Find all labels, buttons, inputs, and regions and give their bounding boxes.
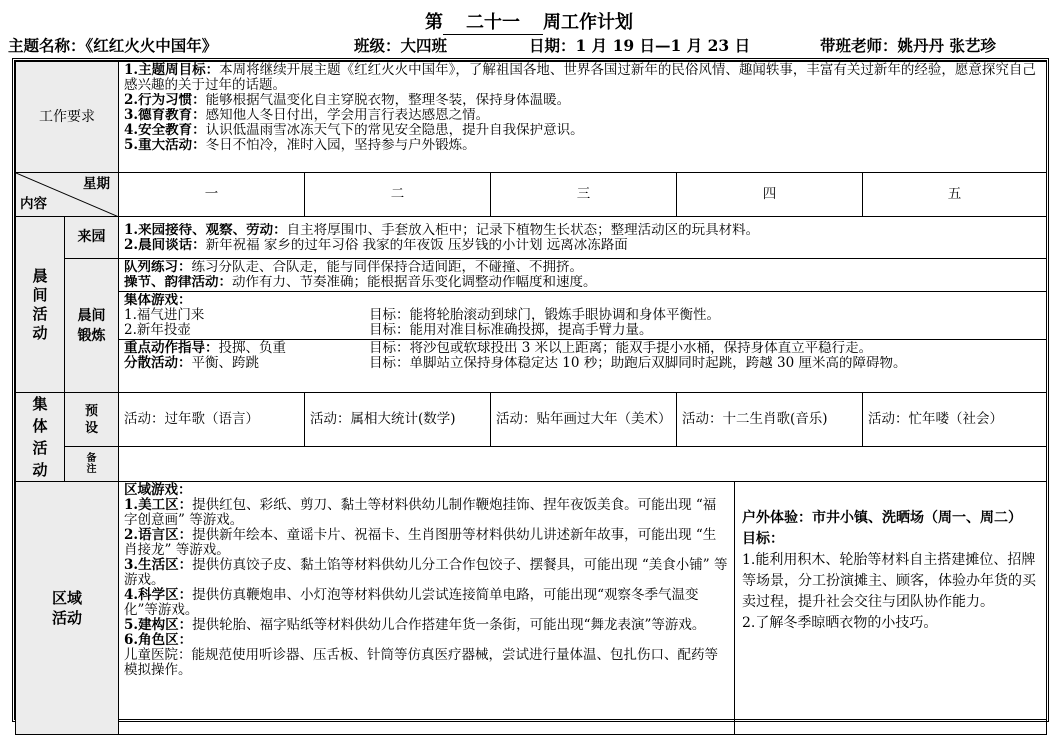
theme-name: 主题名称：《红红火火中国年》 bbox=[8, 36, 218, 55]
plan-label: 预设 bbox=[65, 393, 119, 447]
header-meta bbox=[8, 34, 1054, 56]
exercise-content: 队列练习：练习分队走、合队走，能与同伴保持合适间距，不碰撞、不拥挤。 操节、韵律活动：动作有力、节奏准确；能根据音乐变化调整动作幅度和速度。 集体游戏： 1.福气进门来 目标：能将轮胎滚动到球门，锻炼手眼协调和身体平衡性。 2.新年投壶 目标：能用对准目标准确投掷，提高手臂力量。 重点动作指导：投掷、负重 目标：将沙包或软球投出 3 米以上距离；能双手提小水桶，保持身体直立平稳行走。 分散活动：平衡、跨跳 目标：单脚站立保持身体稳定达 10 秒；助跑后双脚同时起跳，跨越 30 厘米高的障碍物。 bbox=[119, 259, 1047, 393]
morning-label: 晨间活动 bbox=[16, 217, 65, 393]
arrival-content: 1.来园接待、观察、劳动：自主将厚围巾、手套放入柜中；记录下植物生长状态；整理活动区的玩具材料。 2.晨间谈话：新年祝福 家乡的过年习俗 我家的年夜饭 压岁钱的小计划 远离冰冻路面 bbox=[119, 217, 1047, 259]
day-friday: 五 bbox=[863, 173, 1047, 217]
activity-thursday: 活动：十二生肖歌(音乐) bbox=[677, 393, 863, 447]
activity-monday: 活动：过年歌（语言） bbox=[119, 393, 305, 447]
area-content bbox=[119, 482, 1047, 735]
note-label: 备注 bbox=[65, 447, 119, 482]
note-content bbox=[119, 447, 1047, 482]
activity-wednesday: 活动：贴年画过大年（美术） bbox=[491, 393, 677, 447]
day-thursday: 四 bbox=[677, 173, 863, 217]
teachers: 带班老师：姚丹丹 张艺珍 bbox=[820, 36, 996, 55]
area-games: 区域游戏： 1.美工区：提供红包、彩纸、剪刀、黏土等材料供幼儿制作鞭炮挂饰、捏年夜饭美食。可能出现 “福字创意画” 等游戏。 2.语言区：提供新年绘本、童谣卡片、祝福卡、生肖图册等材料供幼儿讲述新年故事，可能出现 “生肖接龙” 等游戏。 3.生活区：提供仿真饺子皮、黏土馅等材料供幼儿分工合作包饺子、摆餐具，可能出现 “美食小铺” 等游戏。 4.科学区：提供仿真鞭炮串、小灯泡等材料供幼儿尝试连接简单电路，可能出现“观察冬季气温变化”等游戏。 5.建构区：提供轮胎、福字贴纸等材料供幼儿合作搭建年货一条街，可能出现“舞龙表演”等游戏。 6.角色区： 儿童医院：能规范使用听诊器、压舌板、针筒等仿真医疗器械，尝试进行量体温、包扎伤口、配药等模拟操作。 bbox=[119, 482, 735, 734]
plan-table bbox=[12, 58, 1049, 722]
week-number: 二十一 bbox=[443, 8, 543, 35]
day-tuesday: 二 bbox=[305, 173, 491, 217]
day-monday: 一 bbox=[119, 173, 305, 217]
group-label: 集体活动 bbox=[16, 393, 65, 482]
week-content-header: 星期 内容 bbox=[16, 173, 119, 217]
arrival-label: 来园 bbox=[65, 217, 119, 259]
exercise-label: 晨间锻炼 bbox=[65, 259, 119, 393]
page-title: 第 二十一 周工作计划 bbox=[0, 8, 1058, 35]
outdoor-experience: 户外体验：市井小镇、洗晒场（周一、周二） 目标： 1.能利用积木、轮胎等材料自主搭建摊位、招牌等场景，分工扮演摊主、顾客，体验办年货的买卖过程，提升社会交往与团队协作能力。 2.了解冬季晾晒衣物的小技巧。 bbox=[742, 510, 1036, 631]
date-range: 日期：1 月 19 日—1 月 23 日 bbox=[529, 36, 751, 55]
day-wednesday: 三 bbox=[491, 173, 677, 217]
activity-tuesday: 活动：属相大统计(数学) bbox=[305, 393, 491, 447]
requirements-label: 工作要求 bbox=[16, 62, 119, 173]
area-label: 区域活动 bbox=[16, 482, 119, 735]
requirements-content: 1.主题周目标：本周将继续开展主题《红红火火中国年》，了解祖国各地、世界各国过新年的民俗风情、趣闻轶事，丰富有关过新年的经验，愿意探究自己感兴趣的关于过年的话题。 2.行为习惯：能够根据气温变化自主穿脱衣物，整理冬装，保持身体温暖。 3.德育教育：感知他人冬日付出，学会用言行表达感恩之情。 4.安全教育：认识低温雨雪冰冻天气下的常见安全隐患，提升自我保护意识。 5.重大活动：冬日不怕冷，准时入园，坚持参与户外锻炼。 bbox=[119, 62, 1047, 173]
activity-friday: 活动：忙年喽（社会） bbox=[863, 393, 1047, 447]
class-name: 班级：大四班 bbox=[354, 36, 448, 55]
